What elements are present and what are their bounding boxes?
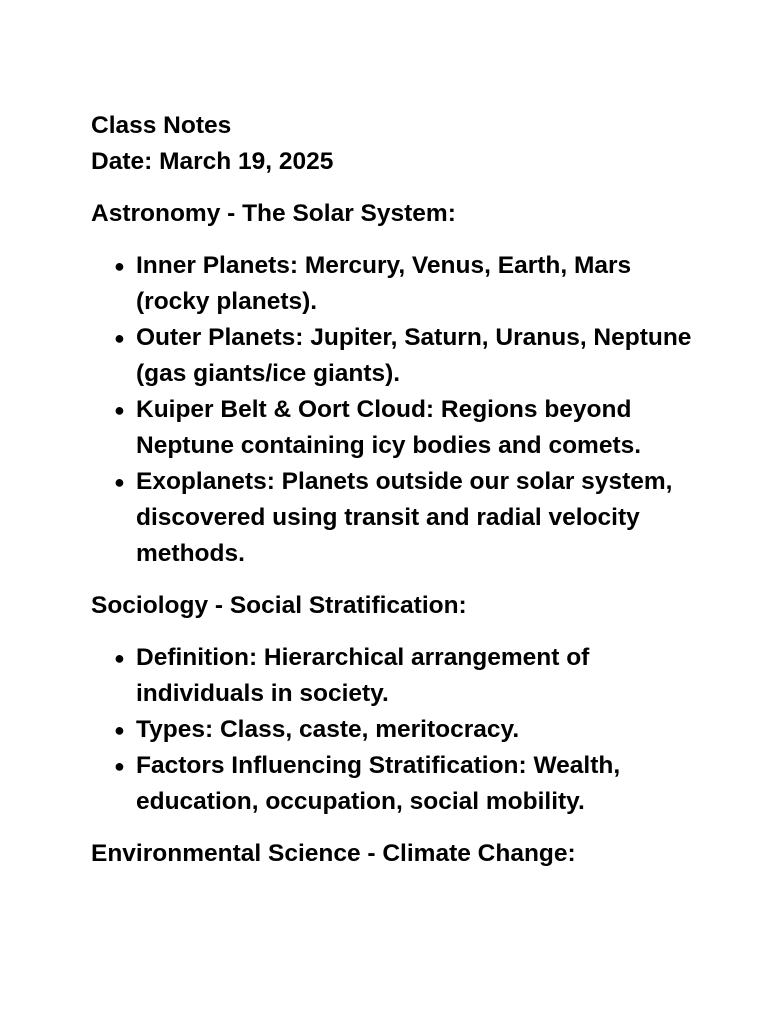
bullet-icon: ● [114,756,125,776]
document-page [91,108,691,872]
list-item-text: Kuiper Belt & Oort Cloud: Regions beyond Neptune containing icy bodies and comets. [136,396,642,459]
list-item-text: Types: Class, caste, meritocracy. [136,716,520,743]
list-item [114,320,706,392]
bullet-list [91,248,691,572]
list-item [114,392,706,464]
bullet-icon: ● [114,648,125,668]
bullet-icon: ● [114,328,125,348]
list-item [114,464,706,572]
document-title: Class Notes [91,112,232,139]
list-item-text: Exoplanets: Planets outside our solar system, discovered using transit and radial velocity methods. [136,468,673,567]
document-date: Date: March 19, 2025 [91,148,334,175]
section-heading: Sociology - Social Stratification: [91,592,467,619]
list-item-text: Definition: Hierarchical arrangement of individuals in society. [136,644,590,707]
list-item-text: Inner Planets: Mercury, Venus, Earth, Mars (rocky planets). [136,252,632,315]
bullet-list [91,640,691,820]
bullet-icon: ● [114,472,125,492]
section-environmental-science [91,836,691,872]
list-item-text: Outer Planets: Jupiter, Saturn, Uranus, Neptune (gas giants/ice giants). [136,324,692,387]
list-item [114,712,706,748]
section-heading: Environmental Science - Climate Change: [91,840,576,867]
bullet-icon: ● [114,400,125,420]
section-heading: Astronomy - The Solar System: [91,200,456,227]
list-item [114,248,706,320]
list-item [114,748,706,820]
list-item-text: Factors Influencing Stratification: Wealth, education, occupation, social mobility. [136,752,621,815]
bullet-icon: ● [114,720,125,740]
section-astronomy [91,196,691,572]
section-sociology [91,588,691,820]
list-item [114,640,706,712]
bullet-icon: ● [114,256,125,276]
